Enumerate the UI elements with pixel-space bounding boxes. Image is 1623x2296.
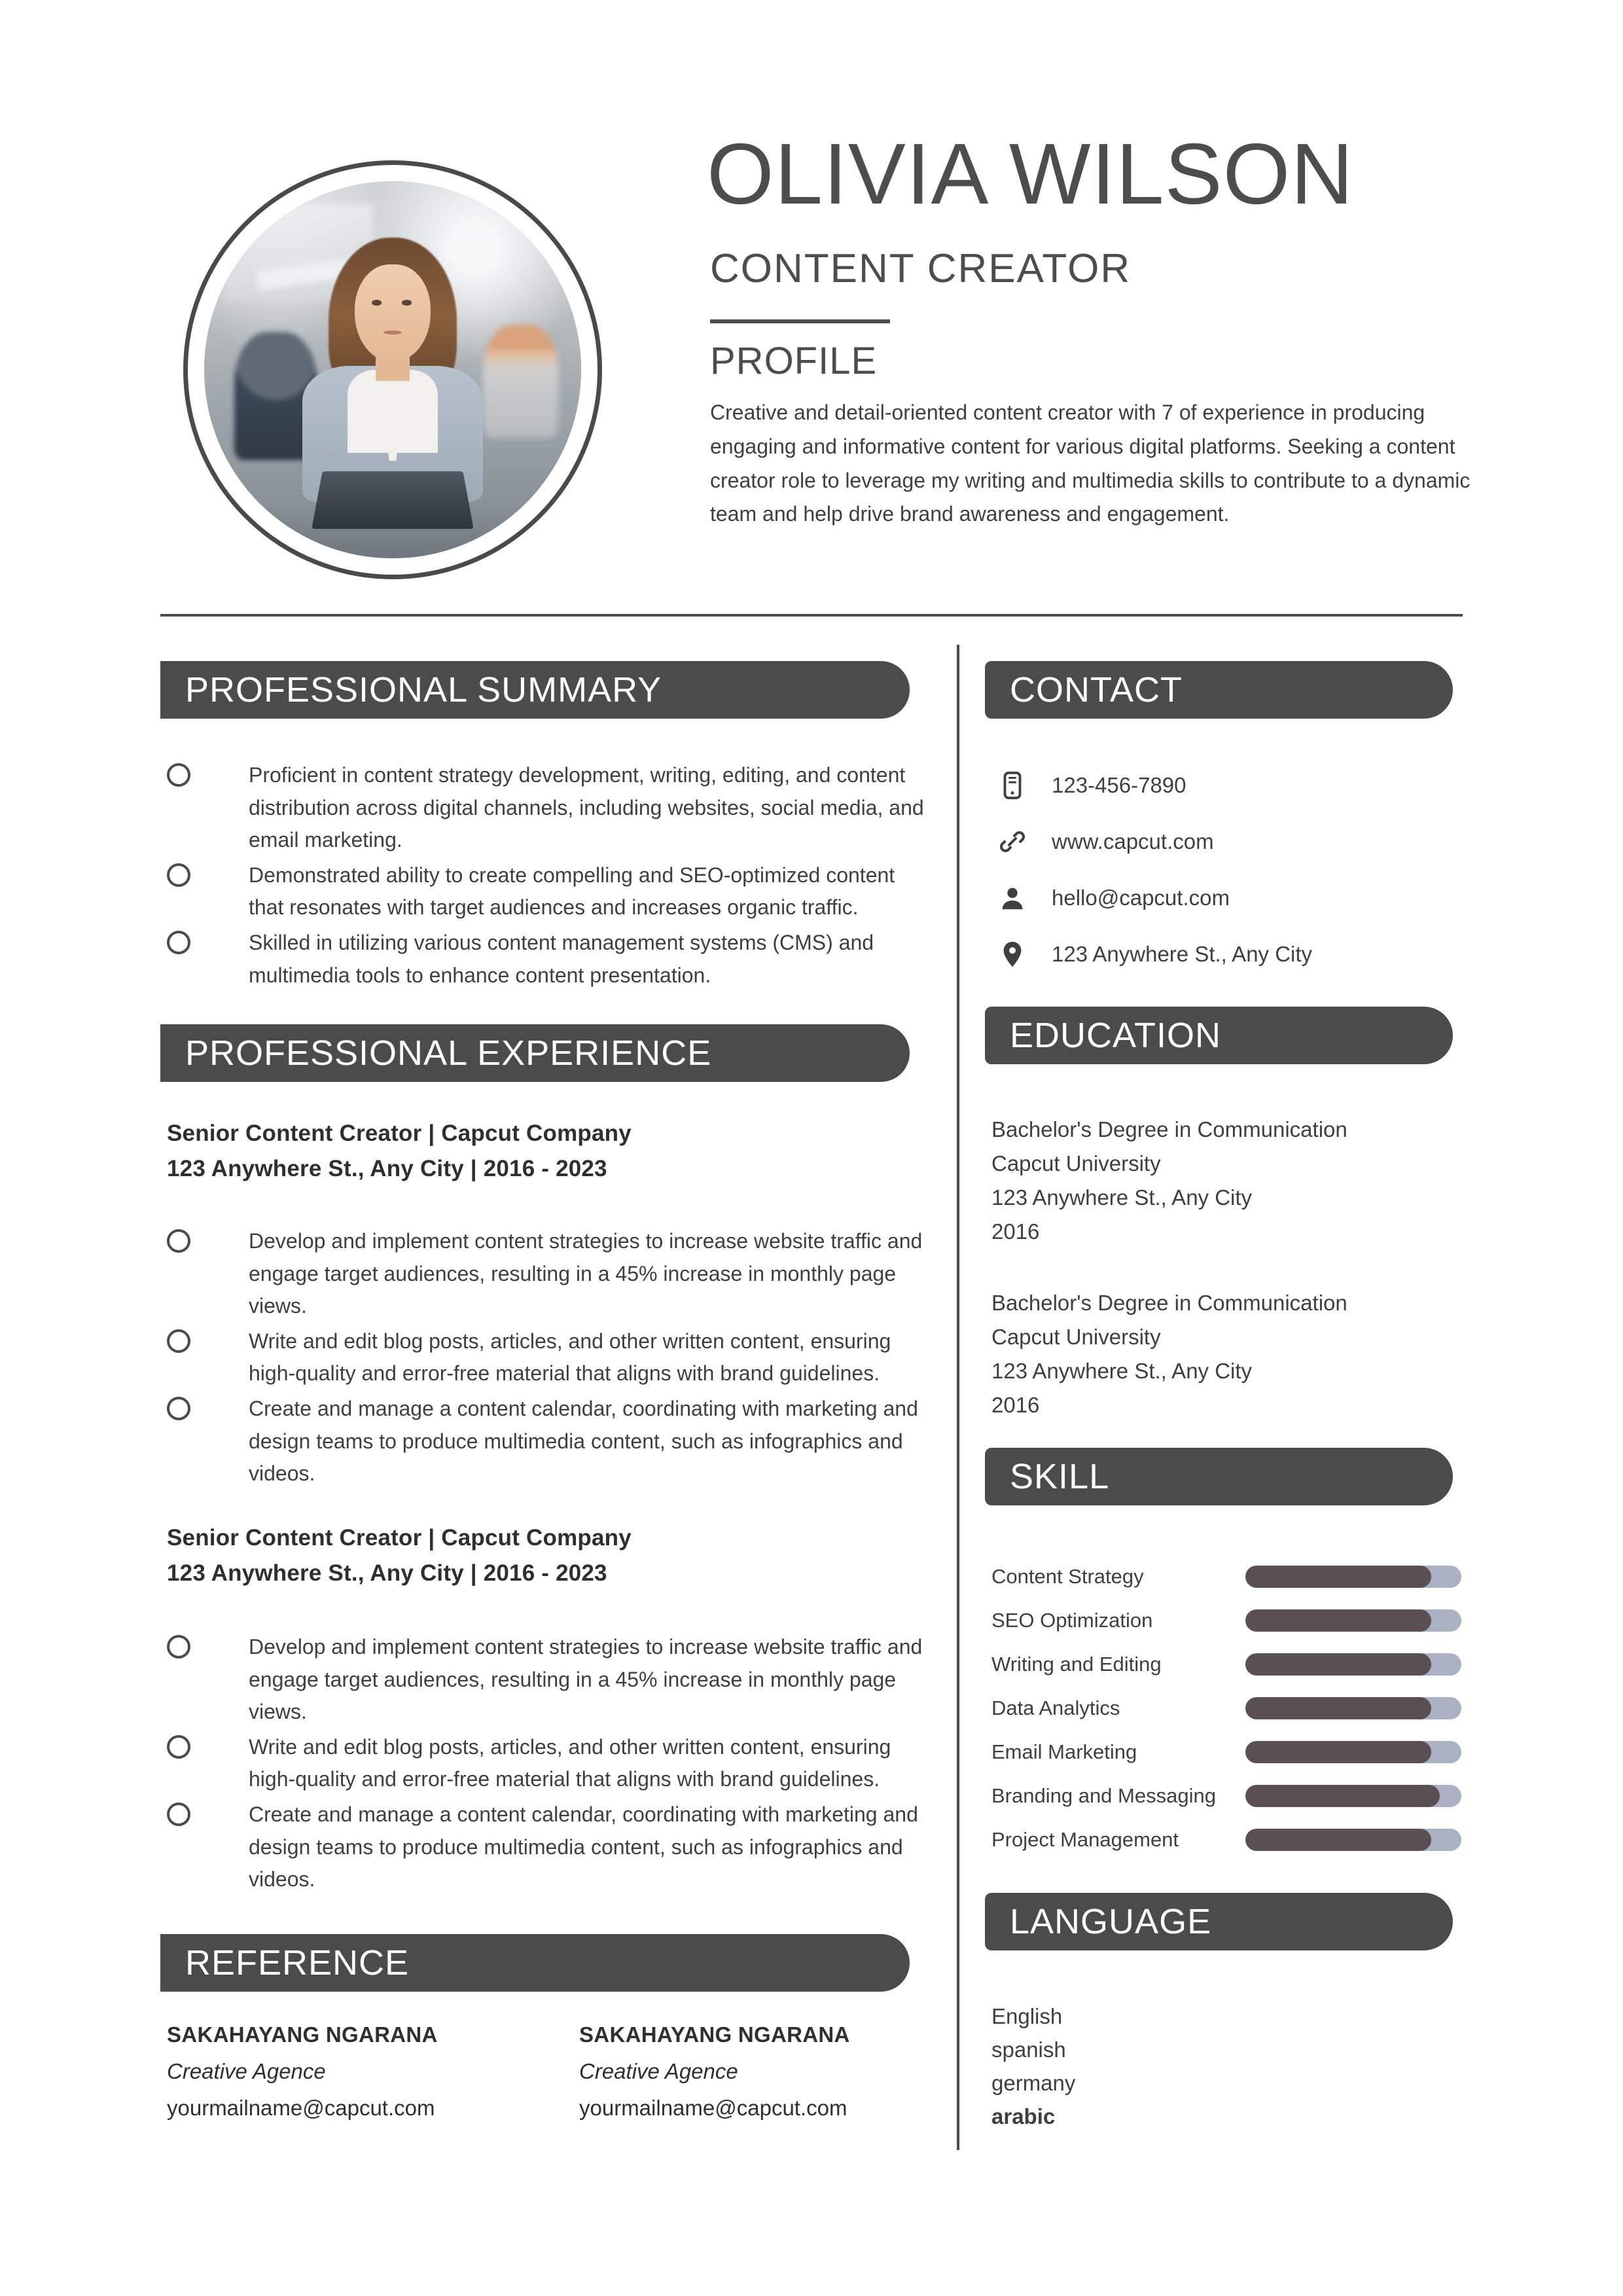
contact-row-email xyxy=(991,872,1489,924)
list-item-text: Write and edit blog posts, articles, and other written content, ensuring high-quality and error-free material that aligns with brand guidelines. xyxy=(249,1329,891,1386)
list-item-text: Develop and implement content strategies to increase website traffic and engage target audiences, resulting in a 45% increase in monthly page views. xyxy=(249,1635,923,1724)
education-year: 2016 xyxy=(991,1392,1040,1417)
education-degree: Bachelor's Degree in Communication xyxy=(991,1290,1347,1315)
list-item xyxy=(167,1393,926,1490)
reference-email: yourmailname@capcut.com xyxy=(579,2096,847,2120)
list-item xyxy=(167,759,926,857)
skill-progress-fill xyxy=(1245,1785,1440,1807)
education-list xyxy=(991,1113,1502,1459)
education-address: 123 Anywhere St., Any City xyxy=(991,1185,1253,1210)
photo-colleague-right xyxy=(483,325,558,438)
skill-progress-bar xyxy=(1245,1609,1461,1632)
section-header-skill: SKILL xyxy=(985,1448,1453,1505)
list-item-text: Proficient in content strategy development, writing, editing, and content distribution across digital channels, including websites, social media, and email marketing. xyxy=(249,763,924,852)
list-item-text: Skilled in utilizing various content management systems (CMS) and multimedia tools to enhance content presentation. xyxy=(249,930,874,987)
page-title: OLIVIA WILSON xyxy=(707,126,1354,222)
section-header-contact: CONTACT xyxy=(985,661,1453,719)
bullet-circle-icon xyxy=(167,1635,190,1659)
contact-email-value: hello@capcut.com xyxy=(1052,886,1230,910)
reference-list xyxy=(167,2022,939,2121)
education-item xyxy=(991,1113,1502,1249)
bullet-circle-icon xyxy=(167,863,190,887)
skill-progress-bar xyxy=(1245,1741,1461,1763)
list-item-text: Write and edit blog posts, articles, and other written content, ensuring high-quality and error-free material that aligns with brand guidelines. xyxy=(249,1734,891,1791)
skill-row xyxy=(991,1818,1489,1861)
experience-title: Senior Content Creator | Capcut Company xyxy=(167,1121,632,1146)
list-item xyxy=(167,1225,926,1323)
skill-label: Project Management xyxy=(991,1827,1179,1851)
section-header-professional-experience: PROFESSIONAL EXPERIENCE xyxy=(160,1024,910,1082)
reference-role: Creative Agence xyxy=(579,2059,738,2083)
experience-bullets-2 xyxy=(167,1631,926,1899)
skill-row xyxy=(991,1730,1489,1774)
location-pin-icon xyxy=(991,933,1033,975)
reference-name: SAKAHAYANG NGARANA xyxy=(167,2022,438,2047)
resume-header xyxy=(157,126,1472,609)
contact-website-value: www.capcut.com xyxy=(1052,829,1214,853)
education-year: 2016 xyxy=(991,1219,1040,1244)
reference-item xyxy=(167,2022,527,2121)
experience-bullets-1 xyxy=(167,1225,926,1493)
skill-progress-fill xyxy=(1245,1829,1431,1851)
skill-progress-bar xyxy=(1245,1829,1461,1851)
skill-row xyxy=(991,1642,1489,1686)
skill-list xyxy=(991,1554,1489,1861)
list-item-text: Create and manage a content calendar, coordinating with marketing and design teams to produce multimedia content, such as infographics and videos. xyxy=(249,1396,918,1486)
section-header-language: LANGUAGE xyxy=(985,1893,1453,1950)
experience-entry xyxy=(167,1121,926,1182)
language-item: arabic xyxy=(991,2104,1056,2129)
skill-progress-fill xyxy=(1245,1653,1431,1676)
list-item-text: Demonstrated ability to create compelling and SEO-optimized content that resonates with target audiences and increases organic traffic. xyxy=(249,863,895,920)
section-header-reference: REFERENCE xyxy=(160,1934,910,1992)
list-item xyxy=(167,1631,926,1729)
skill-progress-fill xyxy=(1245,1697,1431,1719)
language-list xyxy=(991,2000,1489,2134)
skill-row xyxy=(991,1686,1489,1730)
education-degree: Bachelor's Degree in Communication xyxy=(991,1117,1347,1141)
education-item xyxy=(991,1286,1502,1423)
language-item: spanish xyxy=(991,2037,1066,2062)
photo-laptop xyxy=(312,471,474,529)
skill-label: Writing and Editing xyxy=(991,1652,1162,1676)
bullet-circle-icon xyxy=(167,1229,190,1253)
list-item xyxy=(167,1325,926,1390)
language-item: English xyxy=(991,2004,1063,2028)
column-divider xyxy=(957,645,959,2150)
experience-entry xyxy=(167,1525,926,1587)
language-item: germany xyxy=(991,2071,1076,2096)
divider-short xyxy=(710,319,890,323)
skill-progress-bar xyxy=(1245,1566,1461,1588)
phone-icon xyxy=(991,764,1033,806)
education-address: 123 Anywhere St., Any City xyxy=(991,1358,1253,1383)
skill-row xyxy=(991,1774,1489,1818)
contact-phone-value: 123-456-7890 xyxy=(1052,773,1186,797)
skill-progress-bar xyxy=(1245,1785,1461,1807)
bullet-circle-icon xyxy=(167,1803,190,1826)
reference-email: yourmailname@capcut.com xyxy=(167,2096,435,2120)
profile-paragraph: Creative and detail-oriented content creator with 7 of experience in producing engaging and informative content for various digital platforms. Seeking a content creator role to leverage my writing and multimedia skills to contribute to a dynamic team and help drive brand awareness and engagement. xyxy=(710,401,1471,526)
list-item-text: Develop and implement content strategies to increase website traffic and engage target audiences, resulting in a 45% increase in monthly page views. xyxy=(249,1229,923,1318)
experience-meta: 123 Anywhere St., Any City | 2016 - 2023 xyxy=(167,1560,607,1586)
list-item xyxy=(167,1799,926,1896)
section-header-professional-summary: PROFESSIONAL SUMMARY xyxy=(160,661,910,719)
education-school: Capcut University xyxy=(991,1151,1161,1176)
education-school: Capcut University xyxy=(991,1324,1161,1349)
skill-row xyxy=(991,1554,1489,1598)
job-role-subtitle: CONTENT CREATOR xyxy=(710,246,1132,291)
skill-progress-fill xyxy=(1245,1566,1431,1588)
list-item xyxy=(167,927,926,992)
skill-progress-bar xyxy=(1245,1653,1461,1676)
bullet-circle-icon xyxy=(167,1397,190,1420)
skill-label: Email Marketing xyxy=(991,1740,1137,1763)
reference-item xyxy=(579,2022,939,2121)
contact-address-value: 123 Anywhere St., Any City xyxy=(1052,942,1313,966)
experience-title: Senior Content Creator | Capcut Company xyxy=(167,1525,632,1551)
link-icon xyxy=(991,821,1033,863)
bullet-circle-icon xyxy=(167,931,190,954)
photo-person-shirt xyxy=(348,370,438,453)
person-icon xyxy=(991,877,1033,919)
photo-person-face xyxy=(355,264,430,363)
skill-label: Content Strategy xyxy=(991,1564,1144,1588)
bullet-circle-icon xyxy=(167,763,190,787)
contact-row-phone xyxy=(991,759,1489,812)
experience-meta: 123 Anywhere St., Any City | 2016 - 2023 xyxy=(167,1156,607,1181)
skill-label: SEO Optimization xyxy=(991,1608,1153,1632)
section-header-education: EDUCATION xyxy=(985,1007,1453,1064)
skill-label: Data Analytics xyxy=(991,1696,1120,1719)
avatar xyxy=(183,160,602,579)
contact-row-website xyxy=(991,816,1489,868)
contact-row-address xyxy=(991,928,1489,980)
skill-progress-fill xyxy=(1245,1741,1431,1763)
list-item-text: Create and manage a content calendar, coordinating with marketing and design teams to produce multimedia content, such as infographics and videos. xyxy=(249,1802,918,1892)
contact-list xyxy=(991,759,1489,984)
list-item xyxy=(167,1731,926,1796)
reference-name: SAKAHAYANG NGARANA xyxy=(579,2022,850,2047)
bullet-circle-icon xyxy=(167,1329,190,1353)
divider-full xyxy=(160,614,1463,617)
skill-row xyxy=(991,1598,1489,1642)
skill-progress-fill xyxy=(1245,1609,1431,1632)
bullet-circle-icon xyxy=(167,1735,190,1759)
skill-progress-bar xyxy=(1245,1697,1461,1719)
list-item xyxy=(167,859,926,924)
reference-role: Creative Agence xyxy=(167,2059,326,2083)
skill-label: Branding and Messaging xyxy=(991,1784,1216,1807)
avatar-photo xyxy=(204,181,581,558)
professional-summary-list xyxy=(167,759,926,994)
profile-heading: PROFILE xyxy=(710,340,878,382)
